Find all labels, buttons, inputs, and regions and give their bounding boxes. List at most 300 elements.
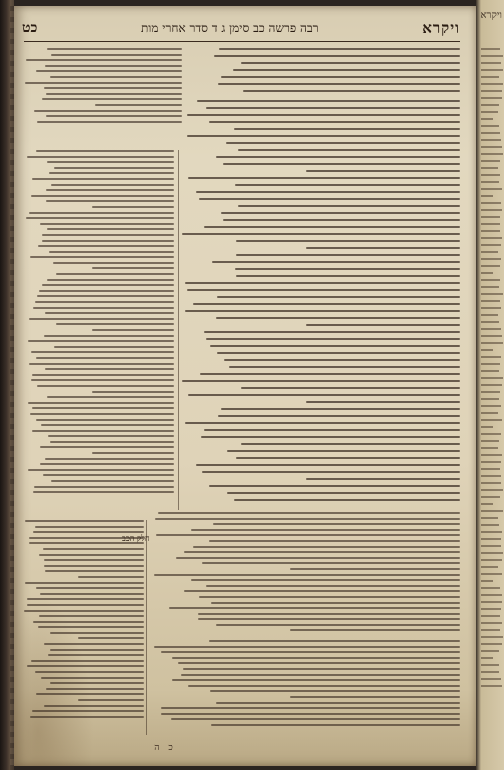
text-line: [481, 272, 493, 274]
text-line: [27, 598, 144, 600]
text-line: [481, 531, 502, 533]
text-line: [49, 251, 174, 253]
text-line: [187, 289, 460, 291]
header-book-title: ויקרא: [422, 18, 460, 37]
text-line: [32, 407, 174, 409]
text-line: [44, 643, 144, 645]
text-line: [481, 524, 499, 526]
text-line: [481, 580, 493, 582]
text-line: [31, 195, 174, 197]
text-line: [26, 217, 174, 219]
text-line: [32, 430, 174, 432]
text-line: [236, 254, 460, 256]
text-line: [481, 216, 500, 218]
text-line: [481, 160, 500, 162]
text-line: [481, 447, 498, 449]
text-line: [184, 551, 460, 553]
text-line: [481, 363, 500, 365]
text-line: [41, 424, 174, 426]
text-line: [37, 121, 182, 123]
text-line: [218, 415, 460, 417]
text-line: [481, 230, 500, 232]
text-line: [481, 678, 501, 680]
text-line: [187, 135, 460, 137]
text-line: [211, 724, 460, 726]
text-line: [92, 329, 175, 331]
text-line: [35, 671, 144, 673]
text-line: [481, 104, 499, 106]
text-line: [227, 492, 460, 494]
text-line: [34, 110, 182, 112]
text-line: [221, 212, 460, 214]
text-line: [236, 240, 460, 242]
text-line: [32, 710, 144, 712]
text-line: [181, 674, 460, 676]
text-line: [481, 69, 503, 71]
text-line: [306, 478, 460, 480]
text-line: [35, 301, 174, 303]
text-line: [481, 209, 502, 211]
text-line: [481, 139, 501, 141]
text-line: [198, 618, 460, 620]
text-line: [30, 716, 144, 718]
text-line: [37, 385, 174, 387]
text-line: [51, 480, 174, 482]
text-line: [241, 387, 460, 389]
text-line: [226, 142, 460, 144]
text-line: [171, 718, 460, 720]
text-line: [185, 310, 460, 312]
text-line: [481, 97, 502, 99]
text-line: [45, 65, 182, 67]
text-line: [481, 356, 501, 358]
text-line: [33, 621, 144, 623]
text-line: [154, 646, 460, 648]
text-line: [92, 391, 175, 393]
text-line: [481, 55, 503, 57]
margin-note: חלק הכב: [122, 534, 150, 543]
text-line: [234, 499, 460, 501]
text-line: [46, 688, 144, 690]
main-text-block-center: [180, 100, 460, 506]
text-line: [200, 373, 460, 375]
text-line: [235, 268, 460, 270]
text-line: [481, 300, 500, 302]
text-line: [178, 662, 460, 664]
text-line: [481, 538, 501, 540]
commentary-block-footer: [150, 640, 460, 730]
text-line: [45, 312, 174, 314]
text-line: [47, 161, 174, 163]
text-line: [31, 351, 174, 353]
text-line: [481, 405, 501, 407]
text-line: [209, 540, 460, 542]
text-line: [221, 76, 460, 78]
text-line: [481, 510, 503, 512]
text-line: [206, 585, 460, 587]
text-line: [161, 651, 460, 653]
text-line: [161, 713, 461, 715]
text-line: [50, 632, 144, 634]
text-line: [481, 496, 500, 498]
text-line: [481, 251, 498, 253]
text-line: [33, 531, 144, 533]
text-line: [243, 90, 460, 92]
text-line: [92, 267, 175, 269]
text-line: [209, 121, 460, 123]
text-line: [184, 590, 460, 592]
text-line: [481, 321, 499, 323]
text-line: [481, 503, 493, 505]
text-line: [39, 554, 144, 556]
text-line: [41, 677, 144, 679]
text-line: [199, 198, 460, 200]
text-line: [172, 679, 460, 681]
text-line: [481, 671, 499, 673]
text-line: [154, 574, 460, 576]
text-line: [197, 100, 460, 102]
text-line: [44, 705, 144, 707]
text-line: [92, 206, 175, 208]
text-line: [196, 464, 460, 466]
text-line: [481, 174, 500, 176]
text-line: [28, 469, 174, 471]
text-line: [54, 346, 174, 348]
text-line: [40, 463, 174, 465]
text-line: [481, 181, 499, 183]
text-line: [33, 307, 174, 309]
text-line: [481, 265, 500, 267]
text-line: [481, 398, 499, 400]
text-line: [481, 412, 498, 414]
text-line: [481, 195, 493, 197]
text-line: [51, 54, 182, 56]
text-line: [481, 146, 502, 148]
text-line: [28, 402, 174, 404]
text-line: [35, 526, 144, 528]
text-line: [481, 454, 502, 456]
text-line: [481, 545, 501, 547]
text-line: [172, 657, 460, 659]
text-line: [158, 512, 460, 514]
text-line: [238, 149, 460, 151]
text-line: [481, 468, 500, 470]
text-line: [481, 566, 498, 568]
text-line: [290, 568, 461, 570]
text-line: [210, 345, 460, 347]
text-line: [45, 368, 174, 370]
text-line: [32, 178, 174, 180]
commentary-block-bottom: [150, 512, 460, 635]
text-line: [50, 649, 144, 651]
text-line: [176, 557, 460, 559]
text-line: [481, 314, 498, 316]
text-line: [36, 693, 144, 695]
text-line: [29, 363, 174, 365]
text-line: [27, 604, 144, 606]
text-line: [481, 293, 503, 295]
text-line: [34, 486, 174, 488]
text-line: [481, 153, 503, 155]
text-line: [241, 443, 460, 445]
text-line: [241, 62, 460, 64]
text-line: [27, 156, 174, 158]
text-line: [206, 338, 460, 340]
text-line: [161, 707, 460, 709]
text-line: [481, 90, 502, 92]
text-line: [481, 342, 503, 344]
text-line: [47, 48, 182, 50]
running-header: [22, 18, 460, 38]
text-line: [211, 602, 460, 604]
text-line: [481, 335, 502, 337]
text-line: [50, 682, 144, 684]
text-line: [78, 576, 144, 578]
text-line: [481, 349, 493, 351]
text-line: [46, 115, 182, 117]
text-line: [481, 167, 498, 169]
text-line: [210, 690, 460, 692]
main-text-block-top: [188, 48, 460, 97]
text-line: [42, 234, 174, 236]
text-line: [39, 290, 174, 292]
text-line: [27, 665, 144, 667]
text-line: [223, 219, 460, 221]
text-line: [481, 419, 502, 421]
text-line: [229, 366, 460, 368]
text-line: [28, 340, 174, 342]
text-line: [202, 471, 460, 473]
text-line: [209, 485, 460, 487]
text-line: [481, 636, 503, 638]
text-line: [481, 48, 500, 50]
text-line: [290, 629, 461, 631]
text-line: [481, 573, 502, 575]
book-binding: [0, 0, 14, 770]
text-line: [47, 228, 174, 230]
text-line: [193, 303, 460, 305]
text-line: [223, 163, 460, 165]
text-line: [191, 529, 460, 531]
text-line: [95, 104, 182, 106]
text-line: [235, 184, 460, 186]
text-line: [78, 637, 144, 639]
text-line: [216, 624, 460, 626]
text-line: [481, 552, 503, 554]
text-line: [219, 48, 461, 50]
text-line: [30, 413, 174, 415]
text-line: [40, 593, 144, 595]
text-line: [25, 82, 182, 84]
commentary-column-left: [24, 150, 174, 497]
column-divider: [178, 150, 179, 510]
text-line: [44, 559, 144, 561]
commentary-block-top-left: [24, 48, 182, 126]
text-line: [224, 359, 460, 361]
text-line: [481, 426, 493, 428]
text-line: [36, 150, 174, 152]
text-line: [290, 696, 461, 698]
adjacent-page-text: [481, 48, 503, 692]
text-line: [481, 559, 502, 561]
text-line: [216, 156, 460, 158]
text-line: [216, 317, 460, 319]
text-line: [42, 284, 174, 286]
text-line: [49, 172, 174, 174]
text-line: [40, 223, 174, 225]
text-line: [306, 170, 460, 172]
text-line: [25, 520, 144, 522]
text-line: [481, 657, 493, 659]
text-line: [38, 626, 144, 628]
text-line: [218, 83, 460, 85]
text-line: [188, 685, 460, 687]
text-line: [204, 226, 460, 228]
text-line: [48, 654, 144, 656]
text-line: [37, 295, 174, 297]
text-line: [481, 475, 501, 477]
text-line: [46, 200, 174, 202]
text-line: [191, 579, 460, 581]
text-line: [306, 324, 460, 326]
text-line: [54, 167, 174, 169]
text-line: [31, 379, 174, 381]
text-line: [185, 422, 460, 424]
text-line: [31, 660, 144, 662]
text-line: [92, 452, 175, 454]
text-line: [45, 570, 144, 572]
text-line: [221, 408, 460, 410]
commentary-column-bottom-left: [24, 520, 144, 721]
text-line: [30, 256, 174, 258]
text-line: [481, 615, 500, 617]
text-line: [481, 118, 493, 120]
text-line: [481, 202, 501, 204]
header-section-title: רבה פרשה כב סימן ג ד סדר אחרי מות: [140, 20, 319, 35]
text-line: [481, 370, 499, 372]
text-line: [481, 279, 500, 281]
text-line: [199, 596, 460, 598]
text-line: [204, 331, 460, 333]
text-line: [481, 664, 499, 666]
text-line: [47, 396, 174, 398]
text-line: [44, 87, 182, 89]
text-line: [481, 237, 502, 239]
text-line: [481, 62, 501, 64]
text-line: [481, 83, 503, 85]
text-line: [38, 245, 174, 247]
text-line: [169, 607, 460, 609]
text-line: [481, 76, 499, 78]
text-line: [29, 212, 174, 214]
text-line: [26, 59, 182, 61]
text-line: [481, 328, 501, 330]
text-line: [233, 69, 460, 71]
text-line: [481, 307, 501, 309]
text-line: [56, 323, 174, 325]
column-divider: [146, 520, 147, 735]
text-line: [236, 457, 460, 459]
text-line: [481, 594, 502, 596]
text-line: [481, 650, 499, 652]
text-line: [481, 643, 502, 645]
text-line: [193, 546, 460, 548]
text-line: [481, 482, 501, 484]
text-line: [481, 629, 500, 631]
text-line: [155, 518, 460, 520]
text-line: [51, 184, 174, 186]
text-line: [481, 461, 501, 463]
text-line: [43, 548, 144, 550]
text-line: [481, 601, 502, 603]
adjacent-page-header: ויקרא: [480, 10, 502, 21]
text-line: [481, 244, 501, 246]
text-line: [213, 523, 460, 525]
text-line: [481, 286, 499, 288]
text-line: [182, 233, 460, 235]
text-line: [234, 128, 460, 130]
text-line: [209, 640, 460, 642]
text-line: [306, 247, 460, 249]
text-line: [238, 205, 460, 207]
text-line: [48, 435, 174, 437]
text-line: [36, 70, 182, 72]
text-line: [198, 613, 460, 615]
text-line: [217, 296, 460, 298]
text-line: [196, 191, 460, 193]
text-line: [185, 282, 460, 284]
text-line: [481, 608, 501, 610]
text-line: [481, 258, 501, 260]
text-line: [217, 352, 460, 354]
text-line: [25, 582, 144, 584]
text-line: [47, 279, 174, 281]
text-line: [306, 401, 460, 403]
text-line: [201, 436, 460, 438]
text-line: [56, 273, 174, 275]
text-line: [481, 587, 500, 589]
text-line: [50, 76, 182, 78]
text-line: [481, 440, 499, 442]
text-line: [212, 261, 460, 263]
text-line: [481, 517, 498, 519]
text-line: [481, 489, 503, 491]
text-line: [236, 275, 460, 277]
text-line: [24, 610, 144, 612]
text-line: [32, 374, 174, 376]
text-line: [481, 391, 500, 393]
text-line: [46, 189, 174, 191]
text-line: [188, 394, 460, 396]
text-line: [182, 380, 460, 382]
text-line: [227, 450, 460, 452]
text-line: [481, 132, 500, 134]
text-line: [481, 433, 501, 435]
text-line: [481, 377, 503, 379]
text-line: [216, 702, 460, 704]
text-line: [202, 562, 460, 564]
text-line: [45, 458, 174, 460]
printer-signature: כ ה: [154, 743, 176, 753]
text-line: [29, 318, 174, 320]
text-line: [481, 384, 502, 386]
text-line: [36, 357, 174, 359]
text-line: [78, 699, 144, 701]
text-line: [481, 125, 499, 127]
text-line: [187, 114, 460, 116]
text-line: [204, 429, 460, 431]
text-line: [481, 188, 502, 190]
